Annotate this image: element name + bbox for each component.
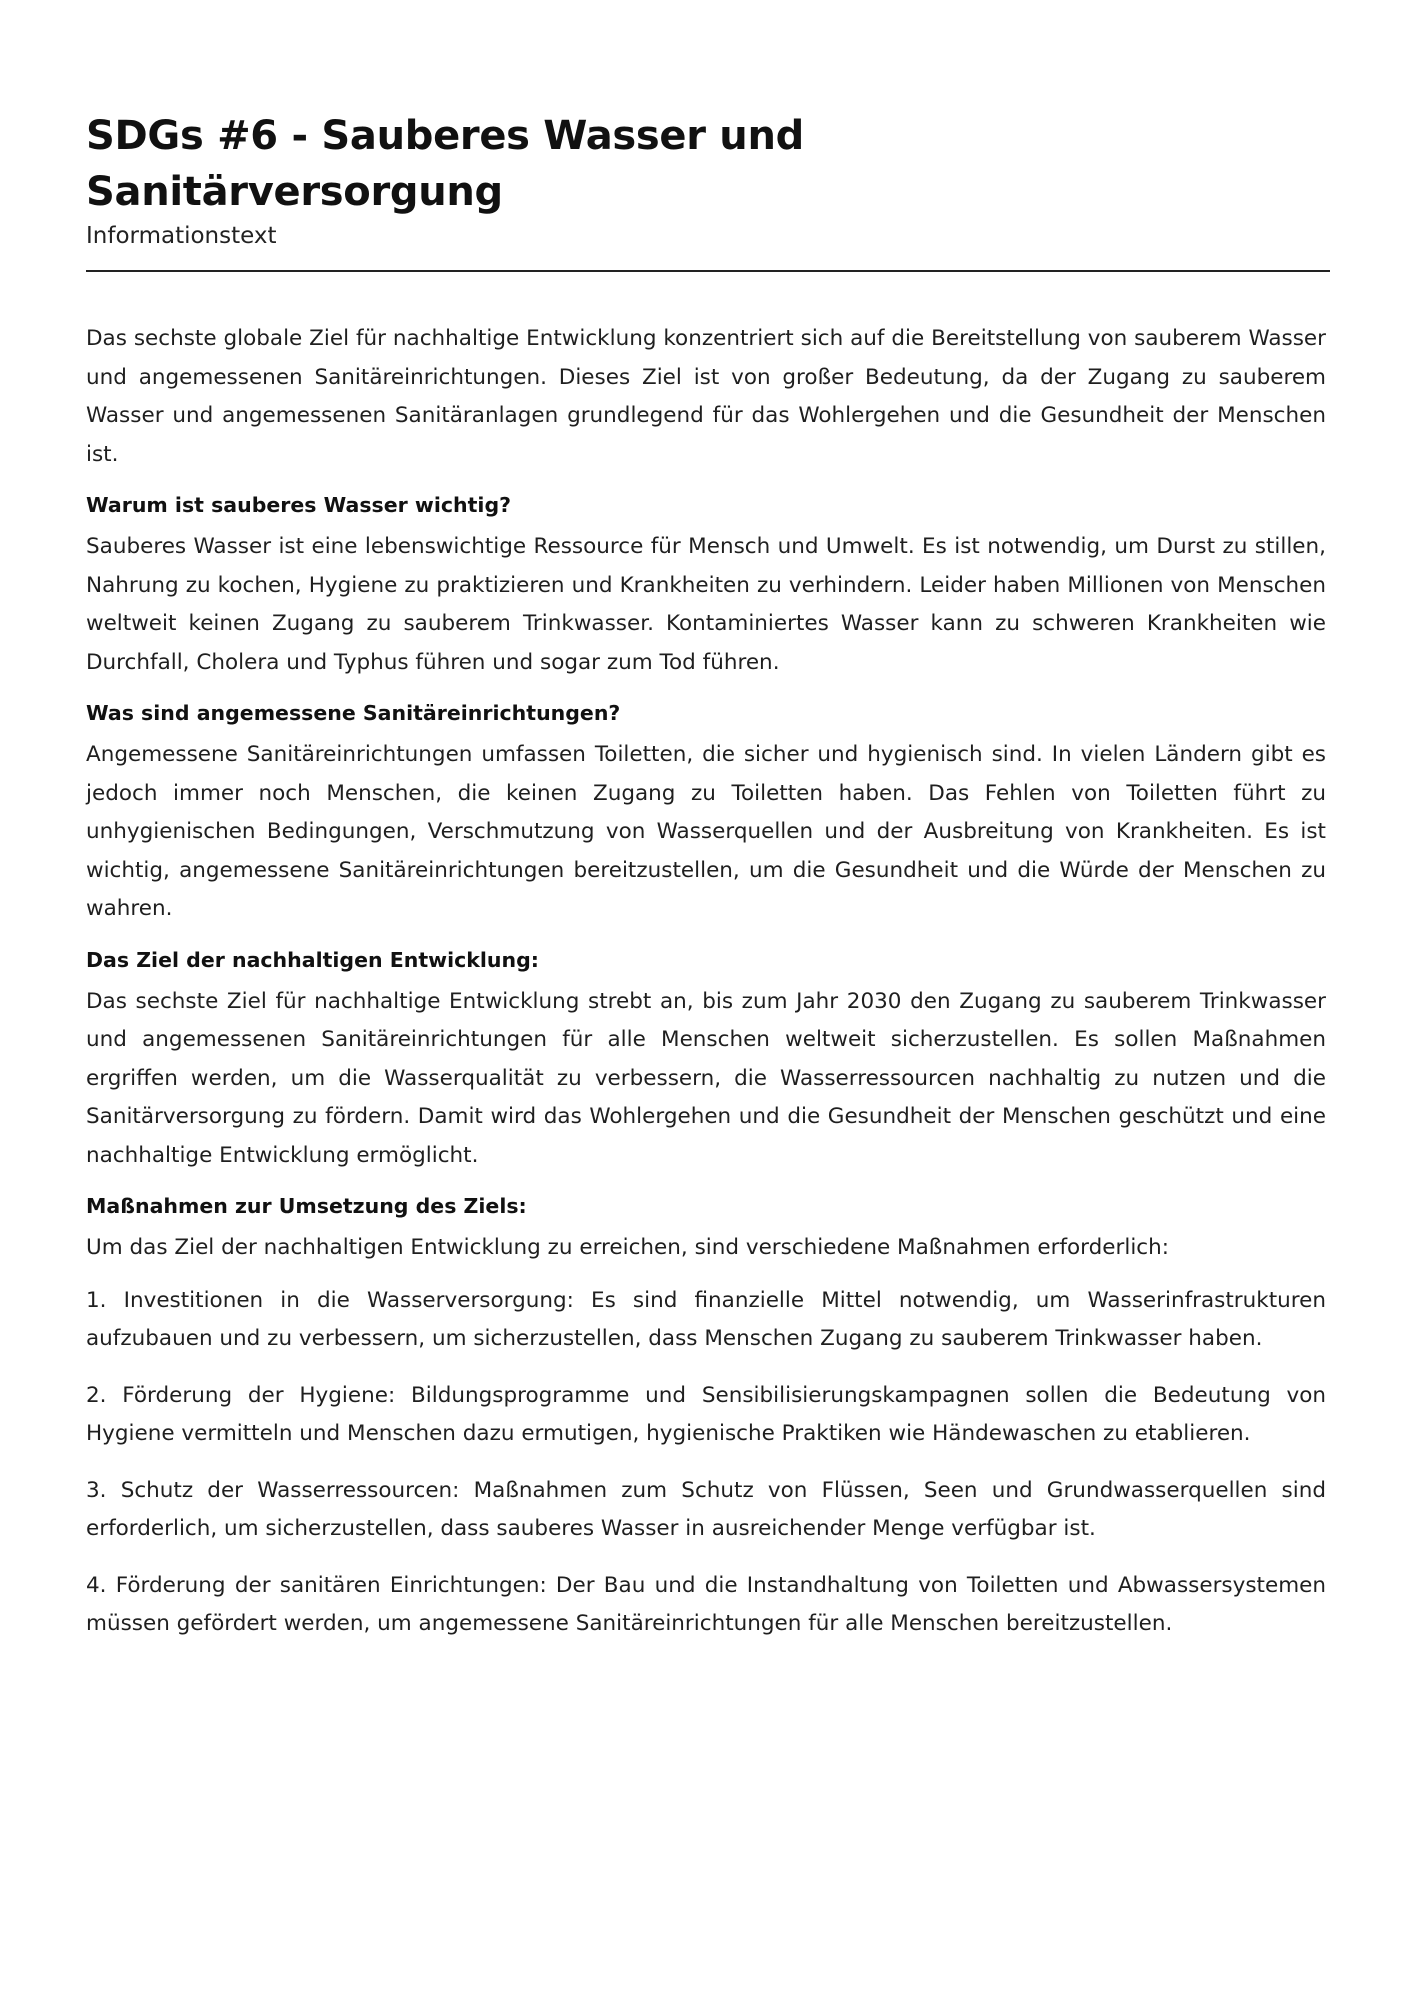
- section-heading: Warum ist sauberes Wasser wichtig?: [86, 493, 512, 517]
- section-measures: [86, 1189, 1326, 1644]
- section-sanitation: [86, 696, 1326, 929]
- section-paragraph: Um das Ziel der nachhaltigen Entwicklung zu erreichen, sind verschiedene Maßnahmen erforderlich:: [86, 1235, 1169, 1260]
- section-heading: Was sind angemessene Sanitäreinrichtungen?: [86, 701, 621, 725]
- measure-item: 1. Investitionen in die Wasserversorgung: Es sind finanzielle Mittel notwendig, um Wasserinfrastrukturen aufzubauen und zu verbessern, um sicherzustellen, dass Menschen Zugang zu sauberem Trinkwasser haben.: [86, 1287, 1326, 1351]
- section-goal: [86, 943, 1326, 1176]
- section-paragraph: Angemessene Sanitäreinrichtungen umfassen Toiletten, die sicher und hygienisch sind. In vielen Ländern gibt es jedoch immer noch Menschen, die keinen Zugang zu Toiletten haben. Das Fehlen von Toiletten führt zu unhygienischen Bedingungen, Verschmutzung von Wasserquellen und der Ausbreitung von Krankheiten. Es ist wichtig, angemessene Sanitäreinrichtungen bereitzustellen, um die Gesundheit und die Würde der Menschen zu wahren.: [86, 742, 1326, 921]
- section-water-importance: [86, 488, 1326, 682]
- measure-item: 4. Förderung der sanitären Einrichtungen: Der Bau und die Instandhaltung von Toiletten und Abwassersystemen müssen gefördert werden, um angemessene Sanitäreinrichtungen für alle Menschen bereitzustellen.: [86, 1572, 1326, 1636]
- document-body: [86, 320, 1326, 1644]
- header-divider: [86, 270, 1330, 272]
- page-subtitle: Informationstext: [86, 223, 277, 249]
- measure-item: 2. Förderung der Hygiene: Bildungsprogramme und Sensibilisierungskampagnen sollen die Bedeutung von Hygiene vermitteln und Menschen dazu ermutigen, hygienische Praktiken wie Händewaschen zu etablieren.: [86, 1382, 1326, 1446]
- section-heading: Maßnahmen zur Umsetzung des Ziels:: [86, 1194, 527, 1218]
- section-heading: Das Ziel der nachhaltigen Entwicklung:: [86, 947, 539, 972]
- measure-item: 3. Schutz der Wasserressourcen: Maßnahmen zum Schutz von Flüssen, Seen und Grundwasserquellen sind erforderlich, um sicherzustellen, dass sauberes Wasser in ausreichender Menge verfügbar ist.: [86, 1477, 1326, 1541]
- section-paragraph: Das sechste Ziel für nachhaltige Entwicklung strebt an, bis zum Jahr 2030 den Zugang zu sauberem Trinkwasser und angemessenen Sanitäreinrichtungen für alle Menschen weltweit sicherzustellen. Es sollen Maßnahmen ergriffen werden, um die Wasserqualität zu verbessern, die Wasserressourcen nachhaltig zu nutzen und die Sanitärversorgung zu fördern. Damit wird das Wohlergehen und die Gesundheit der Menschen geschützt und eine nachhaltige Entwicklung ermöglicht.: [86, 988, 1326, 1168]
- section-paragraph: Sauberes Wasser ist eine lebenswichtige Ressource für Mensch und Umwelt. Es ist notwendig, um Durst zu stillen, Nahrung zu kochen, Hygiene zu praktizieren und Krankheiten zu verhindern. Leider haben Millionen von Menschen weltweit keinen Zugang zu sauberem Trinkwasser. Kontaminiertes Wasser kann zu schweren Krankheiten wie Durchfall, Cholera und Typhus führen und sogar zum Tod führen.: [86, 534, 1326, 675]
- page-title: SDGs #6 - Sauberes Wasser und Sanitärversorgung: [86, 113, 804, 215]
- intro-paragraph: Das sechste globale Ziel für nachhaltige Entwicklung konzentriert sich auf die Bereitstellung von sauberem Wasser und angemessenen Sanitäreinrichtungen. Dieses Ziel ist von großer Bedeutung, da der Zugang zu sauberem Wasser und angemessenen Sanitäranlagen grundlegend für das Wohlergehen und die Gesundheit der Menschen ist.: [86, 326, 1326, 467]
